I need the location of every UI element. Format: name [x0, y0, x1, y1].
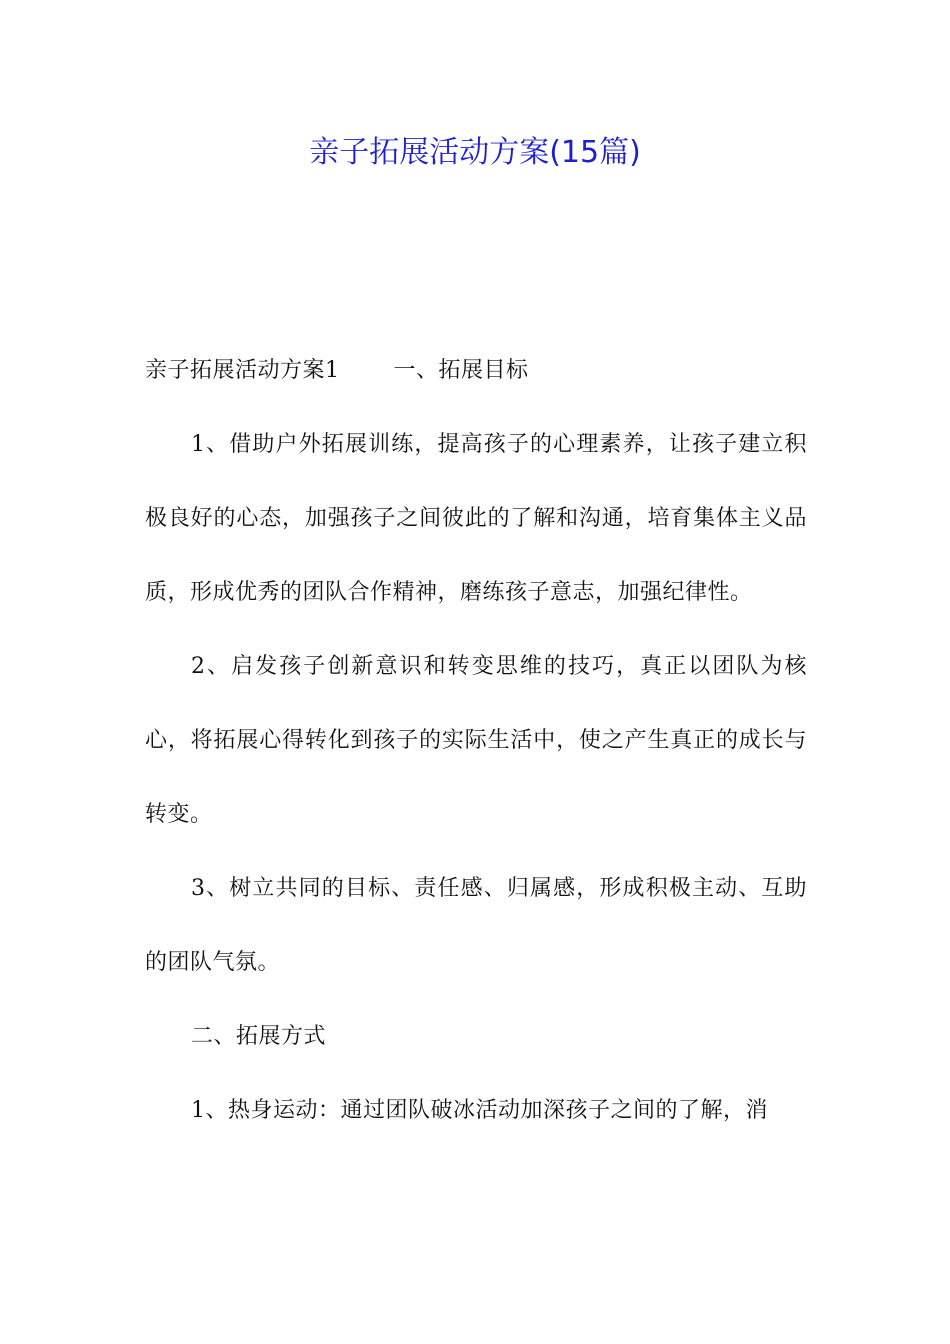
- document-title: 亲子拓展活动方案(15篇): [309, 135, 641, 170]
- paragraph-method-1: 1、热身运动：通过团队破冰活动加深孩子之间的了解，消: [191, 1098, 768, 1123]
- paragraph-goal-3: 3、树立共同的目标、责任感、归属感，形成积极主动、互助的团队气氛。: [145, 876, 807, 975]
- section-heading-goals: 一、拓展目标: [393, 358, 529, 383]
- document-body: [145, 334, 807, 1148]
- section-heading-methods: 二、拓展方式: [191, 1024, 327, 1049]
- paragraph-goal-1: 1、借助户外拓展训练，提高孩子的心理素养，让孩子建立积极良好的心态，加强孩子之间彼此的了解和沟通，培育集体主义品质，形成优秀的团队合作精神，磨练孩子意志，加强纪律性。: [145, 432, 807, 605]
- paragraph-goal-2: 2、启发孩子创新意识和转变思维的技巧，真正以团队为核心，将拓展心得转化到孩子的实际生活中，使之产生真正的成长与转变。: [145, 654, 807, 827]
- plan-label: 亲子拓展活动方案1: [145, 358, 340, 383]
- heading-line: [145, 334, 807, 408]
